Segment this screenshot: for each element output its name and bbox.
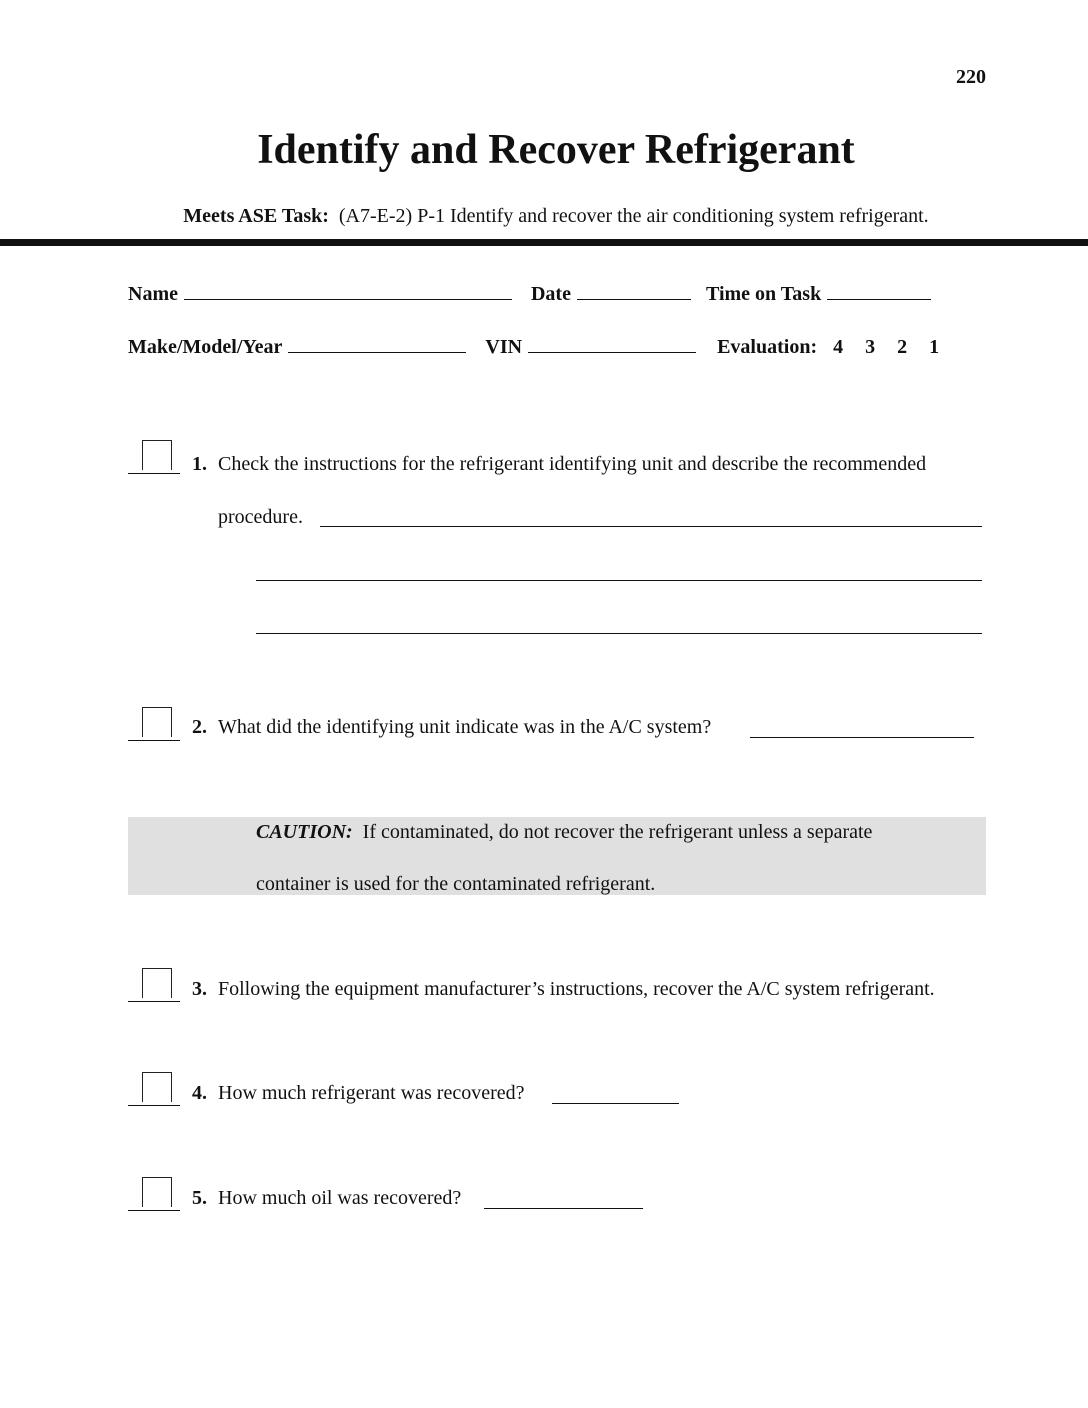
evaluation-score-3[interactable]: 3 [865,336,876,358]
checkbox-line [128,1001,180,1002]
item-3-checkbox[interactable] [128,968,180,1002]
item-number: 4. [192,1082,207,1104]
item-1-answer-line-1[interactable] [320,526,982,527]
caution-line-1 [256,821,872,844]
name-label: Name [128,283,178,305]
page-number: 220 [956,66,986,88]
checkbox-line [128,1105,180,1106]
caution-text-2: container is used for the contaminated refrigerant. [256,873,656,895]
checkbox-square-icon [142,968,172,998]
item-1 [192,453,926,476]
checkbox-square-icon [142,1072,172,1102]
vin-field[interactable] [528,334,696,353]
name-field[interactable] [184,281,512,300]
date-label: Date [530,283,571,305]
item-3 [192,978,935,1001]
checkbox-square-icon [142,707,172,737]
caution-text-1: If contaminated, do not recover the refrigerant unless a separate [362,821,873,843]
checkbox-square-icon [142,440,172,470]
item-4-answer-line[interactable] [552,1103,679,1104]
item-1-answer-line-3[interactable] [256,633,982,634]
item-text: Following the equipment manufacturer’s instructions, recover the A/C system refrigerant. [218,978,935,1000]
item-4-checkbox[interactable] [128,1072,180,1106]
item-5-answer-line[interactable] [484,1208,643,1209]
caution-label: CAUTION: [256,821,353,843]
item-4 [192,1082,525,1105]
page-title: Identify and Recover Refrigerant [257,127,855,173]
vin-label: VIN [485,336,523,358]
time-on-task-label: Time on Task [705,283,822,305]
make-model-year-label: Make/Model/Year [128,336,283,358]
ase-task-line [0,205,1088,228]
item-number: 3. [192,978,207,1000]
checkbox-line [128,473,180,474]
checkbox-square-icon [142,1177,172,1207]
item-2 [192,716,711,739]
evaluation-label: Evaluation: [717,336,818,358]
header-divider [0,239,1088,246]
item-number: 1. [192,453,207,475]
item-1-checkbox[interactable] [128,440,180,474]
item-1-continuation: procedure. [218,506,303,528]
item-5-checkbox[interactable] [128,1177,180,1211]
student-info-row [128,281,937,306]
item-text: What did the identifying unit indicate was in the A/C system? [218,716,712,738]
item-text: How much oil was recovered? [218,1187,462,1209]
make-model-year-field[interactable] [288,334,466,353]
checkbox-line [128,740,180,741]
item-2-answer-line[interactable] [750,737,974,738]
ase-task-label: Meets ASE Task: [183,205,329,227]
evaluation-score-2[interactable]: 2 [897,336,908,358]
item-1-answer-line-2[interactable] [256,580,982,581]
item-2-checkbox[interactable] [128,707,180,741]
item-number: 5. [192,1187,207,1209]
checkbox-line [128,1210,180,1211]
evaluation-score-1[interactable]: 1 [929,336,940,358]
item-text: How much refrigerant was recovered? [218,1082,525,1104]
item-text: Check the instructions for the refrigerant identifying unit and describe the recommended [218,453,927,475]
date-field[interactable] [577,281,691,300]
item-number: 2. [192,716,207,738]
evaluation-score-4[interactable]: 4 [833,336,844,358]
ase-task-text: (A7-E-2) P-1 Identify and recover the air conditioning system refrigerant. [338,205,929,227]
time-on-task-field[interactable] [827,281,931,300]
vehicle-info-row [128,334,950,359]
item-5 [192,1187,461,1210]
